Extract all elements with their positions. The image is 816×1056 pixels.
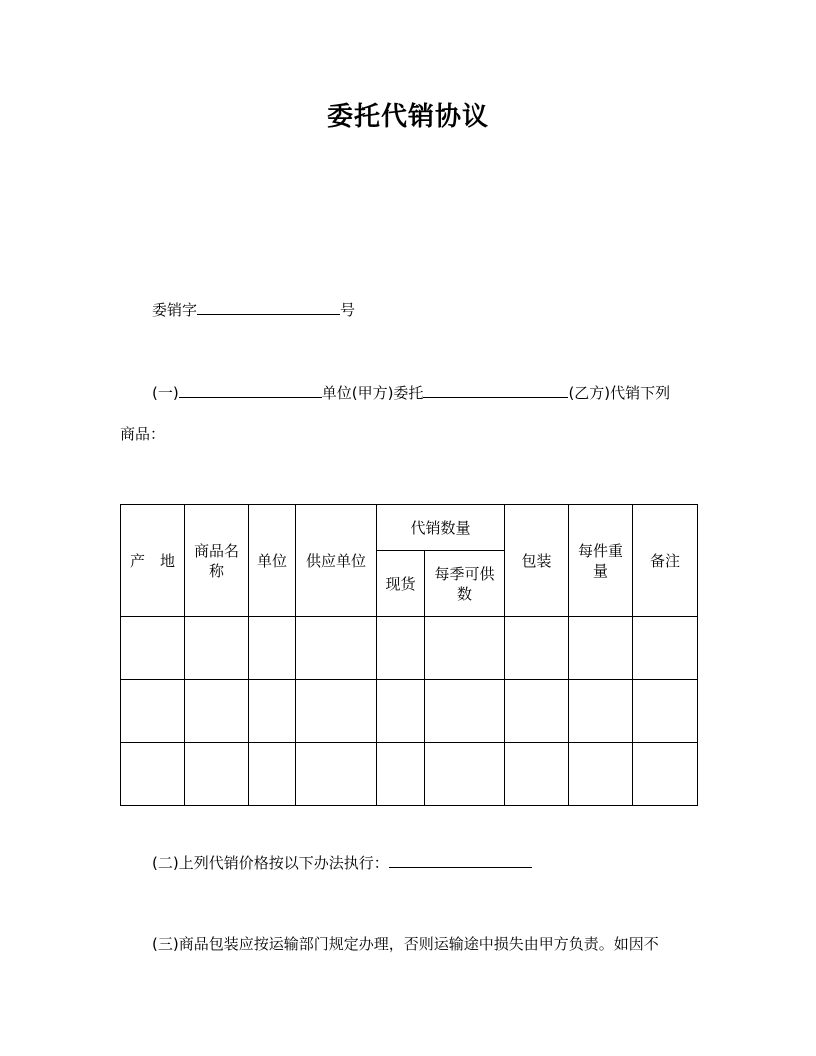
table-cell[interactable] bbox=[377, 680, 425, 743]
table-cell[interactable] bbox=[185, 617, 249, 680]
clause-three: (三)商品包装应按运输部门规定办理，否则运输途中损失由甲方负责。如因不 bbox=[152, 935, 659, 953]
table-cell[interactable] bbox=[377, 743, 425, 806]
table-cell[interactable] bbox=[185, 743, 249, 806]
table-cell[interactable] bbox=[121, 743, 185, 806]
table-cell[interactable] bbox=[505, 743, 569, 806]
table-cell[interactable] bbox=[425, 743, 505, 806]
header-in-stock: 现货 bbox=[377, 551, 425, 617]
header-quantity-group: 代销数量 bbox=[377, 505, 505, 551]
table-cell[interactable] bbox=[569, 743, 633, 806]
table-cell[interactable] bbox=[633, 743, 698, 806]
pricing-method-blank[interactable] bbox=[389, 851, 532, 868]
table-cell[interactable] bbox=[296, 680, 377, 743]
table-row bbox=[121, 617, 698, 680]
table-cell[interactable] bbox=[377, 617, 425, 680]
table-cell[interactable] bbox=[505, 617, 569, 680]
party-b-blank[interactable] bbox=[423, 381, 568, 398]
table-cell[interactable] bbox=[569, 617, 633, 680]
table-cell[interactable] bbox=[425, 680, 505, 743]
reference-suffix: 号 bbox=[340, 301, 356, 319]
table-cell[interactable] bbox=[569, 680, 633, 743]
table-cell[interactable] bbox=[505, 680, 569, 743]
clause-two bbox=[152, 851, 532, 873]
table-cell[interactable] bbox=[249, 617, 296, 680]
clause-two-text: (二)上列代销价格按以下办法执行： bbox=[152, 854, 389, 872]
table-row bbox=[121, 680, 698, 743]
header-quarterly-supply: 每季可供 数 bbox=[425, 551, 505, 617]
table-cell[interactable] bbox=[121, 680, 185, 743]
clause-one-mid: 单位(甲方)委托 bbox=[321, 384, 424, 402]
header-supplier: 供应单位 bbox=[296, 505, 377, 617]
table-row bbox=[121, 743, 698, 806]
header-origin: 产 地 bbox=[121, 505, 185, 617]
table-cell[interactable] bbox=[425, 617, 505, 680]
table-cell[interactable] bbox=[296, 617, 377, 680]
document-title: 委托代销协议 bbox=[326, 102, 489, 132]
goods-table bbox=[120, 504, 698, 806]
header-product-name: 商品名称 bbox=[185, 505, 249, 617]
clause-one-prefix: (一) bbox=[152, 384, 179, 402]
header-remarks: 备注 bbox=[633, 505, 698, 617]
table-cell[interactable] bbox=[185, 680, 249, 743]
table-cell[interactable] bbox=[249, 743, 296, 806]
header-unit-weight: 每件重量 bbox=[569, 505, 633, 617]
reference-number-line bbox=[152, 298, 355, 320]
reference-number-blank[interactable] bbox=[197, 298, 340, 315]
clause-one bbox=[152, 381, 670, 403]
table-header-row bbox=[121, 505, 698, 551]
table-cell[interactable] bbox=[633, 617, 698, 680]
table-cell[interactable] bbox=[296, 743, 377, 806]
table-cell[interactable] bbox=[633, 680, 698, 743]
header-packaging: 包装 bbox=[505, 505, 569, 617]
reference-prefix: 委销字 bbox=[152, 301, 198, 319]
header-unit: 单位 bbox=[249, 505, 296, 617]
clause-one-continuation: 商品： bbox=[120, 425, 166, 443]
table-cell[interactable] bbox=[249, 680, 296, 743]
party-a-blank[interactable] bbox=[179, 381, 322, 398]
clause-one-suffix: (乙方)代销下列 bbox=[568, 384, 671, 402]
table-cell[interactable] bbox=[121, 617, 185, 680]
